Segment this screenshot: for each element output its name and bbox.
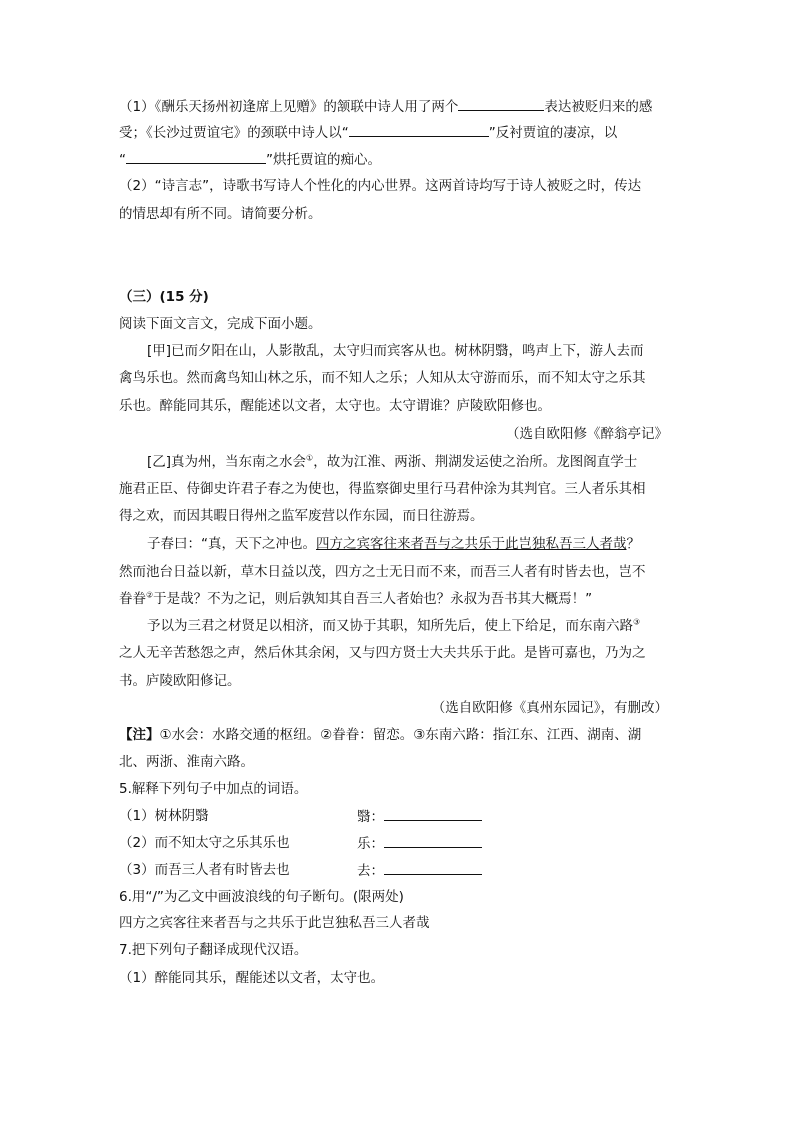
q1-line-3: “ ”烘托贾谊的痴心。	[119, 149, 381, 170]
q5-item-3-answer: 去：	[357, 860, 482, 881]
notes-line-1: 【注】①水会：水路交通的枢纽。②眷眷：留恋。③东南六路：指江东、江西、湖南、湖	[119, 727, 642, 743]
yi-source: （选自欧阳修《真州东园记》，有删改）	[431, 700, 668, 716]
yi-line-7: 予以为三君之材贤足以相济，而又协于其职，知所先后，使上下给足，而东南六路③	[147, 617, 641, 634]
yi-line-3: 得之欢，而因其暇日得州之监军废营以作东园，而日往游焉。	[119, 508, 484, 524]
answer-blank-q5-2[interactable]	[384, 833, 482, 848]
yi-line-5: 然而池台日益以新，草木日益以茂，四方之士无日而不来，而吾三人者有时皆去也，岂不	[119, 564, 646, 580]
q5-item-1: （1）树林阴翳	[119, 808, 209, 824]
q5-item-2: （2）而不知太守之乐其乐也	[119, 835, 290, 851]
q7-item-1: （1）醉能同其乐，醒能述以文者，太守也。	[119, 970, 385, 986]
q5-item-2-answer: 乐：	[357, 833, 482, 854]
yi-line-6: 眷眷②于是哉？不为之记，则后孰知其自吾三人者始也？永叔为吾书其大概焉！”	[119, 590, 593, 607]
answer-blank-1[interactable]	[458, 96, 544, 111]
yi-line-2: 施君正臣、侍御史许君子春之为使也，得监察御史里行马君仲涂为其判官。三人者乐其相	[119, 481, 646, 497]
jia-source: （选自欧阳修《醉翁亭记》	[506, 426, 668, 442]
answer-blank-q5-1[interactable]	[384, 806, 482, 821]
q7-title: 7.把下列句子翻译成现代汉语。	[119, 942, 308, 958]
q2-line-1: （2）“诗言志”，诗歌书写诗人个性化的内心世界。这两首诗均写于诗人被贬之时，传达	[119, 178, 642, 194]
q1-line-2: 受；《长沙过贾谊宅》的颈联中诗人以“ ”反衬贾谊的凄凉，以	[119, 122, 617, 143]
jia-line-1: [甲]已而夕阳在山，人影散乱，太守归而宾客从也。树林阴翳，鸣声上下，游人去而	[147, 343, 644, 359]
q2-line-2: 的情思却有所不同。请简要分析。	[119, 206, 322, 222]
section-heading: （三）(15 分)	[119, 289, 209, 305]
yi-line-4: 子春曰：“真，天下之冲也。四方之宾客往来者吾与之共乐于此岂独私吾三人者哉？	[147, 536, 640, 552]
answer-blank-2[interactable]	[349, 122, 489, 137]
q1-line-1: （1）《酬乐天扬州初逢席上见赠》的颔联中诗人用了两个 表达被贬归来的感	[119, 96, 652, 117]
notes-line-2: 北、两浙、淮南六路。	[119, 754, 254, 770]
yi-line-9: 书。庐陵欧阳修记。	[119, 673, 241, 689]
answer-blank-q5-3[interactable]	[384, 860, 482, 875]
q6-sentence: 四方之宾客往来者吾与之共乐于此岂独私吾三人者哉	[119, 915, 430, 931]
q5-title: 5.解释下列句子中加点的词语。	[119, 781, 308, 797]
q5-item-1-answer: 翳：	[357, 806, 482, 827]
wavy-underlined-sentence: 四方之宾客往来者吾与之共乐于此岂独私吾三人者哉	[316, 536, 627, 552]
answer-blank-3[interactable]	[126, 149, 266, 164]
q6-title: 6.用“/”为乙文中画波浪线的句子断句。(限两处)	[119, 889, 404, 905]
q5-item-3: （3）而吾三人者有时皆去也	[119, 862, 290, 878]
jia-line-3: 乐也。醉能同其乐，醒能述以文者，太守也。太守谓谁？庐陵欧阳修也。	[119, 398, 551, 414]
yi-line-8: 之人无辛苦愁怨之声，然后休其余闲，又与四方贤士大夫共乐于此。是皆可嘉也，乃为之	[119, 645, 646, 661]
yi-line-1: [乙]真为州，当东南之水会①，故为江淮、两浙、荆湖发运使之治所。龙图阁直学士	[147, 453, 638, 470]
jia-line-2: 禽鸟乐也。然而禽鸟知山林之乐，而不知人之乐；人知从太守游而乐，而不知太守之乐其	[119, 370, 646, 386]
section-instruction: 阅读下面文言文，完成下面小题。	[119, 316, 322, 332]
